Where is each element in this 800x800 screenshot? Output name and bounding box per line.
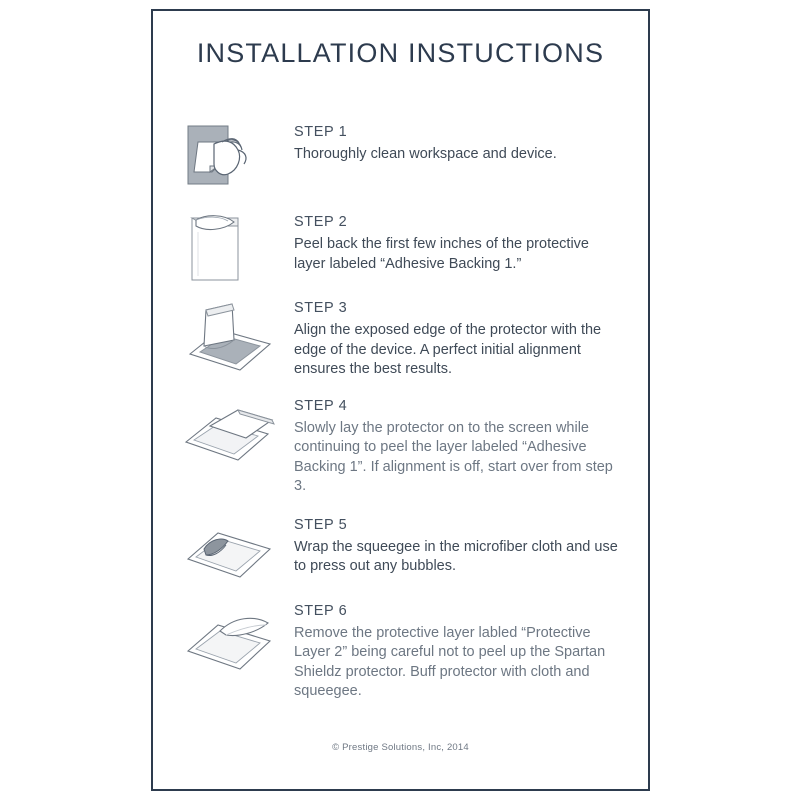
step-label: STEP 1: [294, 124, 348, 140]
step-label: STEP 3: [294, 300, 348, 316]
list-item: [176, 212, 626, 276]
step-text: [294, 601, 626, 702]
step-body: Peel back the first few inches of the protective layer labeled “Adhesive Backing 1.”: [294, 236, 589, 272]
step-body: Align the exposed edge of the protector with the edge of the device. A perfect initial alignment ensures the best results.: [294, 322, 602, 377]
step-text: [294, 396, 626, 497]
step-body: Remove the protective layer labled “Protective Layer 2” being careful not to peel up the Spartan Shieldz protector. Buff protector with cloth and squeegee.: [294, 624, 606, 699]
step-label: STEP 6: [294, 602, 348, 619]
list-item: [176, 122, 626, 186]
step-text: [294, 515, 626, 577]
step-label: STEP 5: [294, 516, 348, 533]
remove-layer-icon: [176, 601, 286, 673]
step-body: Slowly lay the protector on to the screen while continuing to peel the layer labeled “Adhesive Backing 1”. If alignment is off, start over from step 3.: [294, 419, 613, 494]
hand-wiping-cloth-icon: [176, 122, 286, 194]
step-text: [294, 212, 626, 274]
list-item: [176, 601, 626, 702]
step-text: [294, 122, 626, 165]
list-item: [176, 515, 626, 579]
peeling-corner-icon: [176, 212, 286, 284]
page-title: INSTALLATION INSTUCTIONS: [196, 38, 605, 68]
step-label: STEP 4: [294, 397, 348, 414]
step-label: STEP 2: [294, 214, 348, 230]
laying-protector-icon: [176, 396, 286, 468]
steps-list: [176, 122, 626, 702]
squeegee-cloth-icon: [176, 515, 286, 587]
step-body: Wrap the squeegee in the microfiber cloth and use to press out any bubbles.: [294, 538, 618, 574]
step-body: Thoroughly clean workspace and device.: [294, 146, 557, 162]
list-item: [176, 396, 626, 497]
list-item: [176, 298, 626, 380]
align-protector-icon: [176, 298, 286, 370]
copyright-footer: © Prestige Solutions, Inc, 2014: [332, 742, 469, 753]
step-text: [294, 298, 626, 380]
